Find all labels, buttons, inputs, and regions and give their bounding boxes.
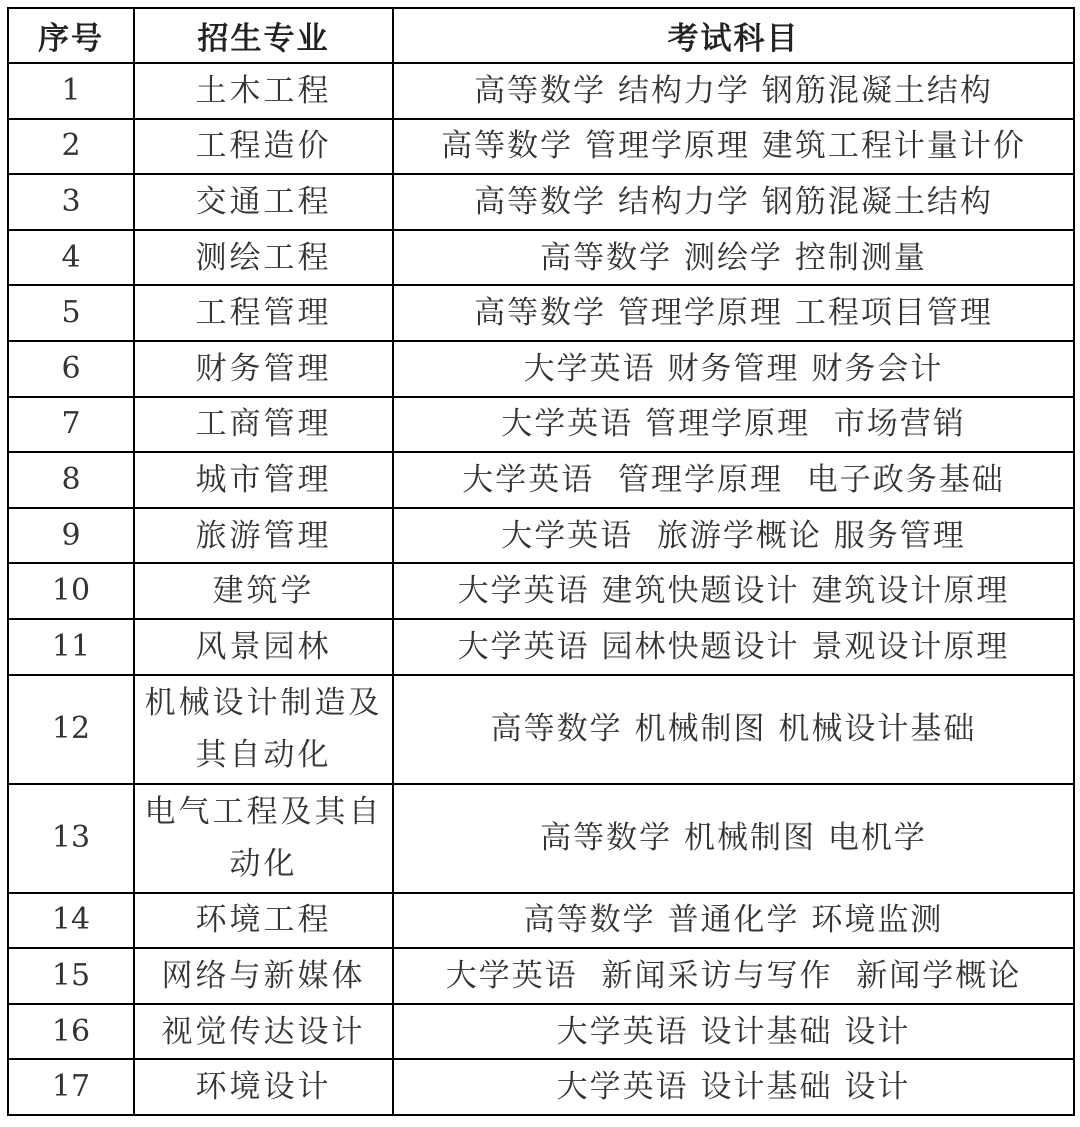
major-name: 视觉传达设计 [134, 1004, 393, 1060]
exam-subjects: 大学英语 设计基础 设计 [393, 1059, 1074, 1115]
exam-subjects: 高等数学 管理学原理 建筑工程计量计价 [393, 119, 1074, 175]
exam-subjects: 大学英语 新闻采访与写作 新闻学概论 [393, 948, 1074, 1004]
exam-subjects: 高等数学 机械制图 机械设计基础 [393, 675, 1074, 784]
major-name: 工程管理 [134, 285, 393, 341]
row-number: 11 [8, 619, 134, 675]
table-body [8, 63, 1074, 1115]
major-name: 建筑学 [134, 563, 393, 619]
table-header-row [8, 8, 1074, 63]
exam-subjects: 大学英语 旅游学概论 服务管理 [393, 508, 1074, 564]
header-exam-subjects: 考试科目 [393, 8, 1074, 63]
table-row [8, 119, 1074, 175]
row-number: 7 [8, 397, 134, 453]
exam-subjects: 高等数学 测绘学 控制测量 [393, 230, 1074, 286]
major-name: 测绘工程 [134, 230, 393, 286]
table-row [8, 230, 1074, 286]
major-name: 电气工程及其自动化 [134, 784, 393, 893]
table-row [8, 675, 1074, 784]
table-row [8, 784, 1074, 893]
major-name: 风景园林 [134, 619, 393, 675]
admissions-table-container [7, 7, 1073, 1116]
table-row [8, 63, 1074, 119]
header-major: 招生专业 [134, 8, 393, 63]
table-row [8, 341, 1074, 397]
exam-subjects: 大学英语 园林快题设计 景观设计原理 [393, 619, 1074, 675]
row-number: 17 [8, 1059, 134, 1115]
admissions-exam-table [7, 7, 1075, 1116]
row-number: 2 [8, 119, 134, 175]
row-number: 12 [8, 675, 134, 784]
table-row [8, 1059, 1074, 1115]
header-number: 序号 [8, 8, 134, 63]
table-row [8, 893, 1074, 949]
major-name: 旅游管理 [134, 508, 393, 564]
major-name: 工商管理 [134, 397, 393, 453]
table-row [8, 285, 1074, 341]
table-row [8, 452, 1074, 508]
exam-subjects: 大学英语 建筑快题设计 建筑设计原理 [393, 563, 1074, 619]
row-number: 6 [8, 341, 134, 397]
row-number: 15 [8, 948, 134, 1004]
exam-subjects: 高等数学 管理学原理 工程项目管理 [393, 285, 1074, 341]
exam-subjects: 高等数学 结构力学 钢筋混凝土结构 [393, 63, 1074, 119]
major-name: 工程造价 [134, 119, 393, 175]
row-number: 4 [8, 230, 134, 286]
exam-subjects: 高等数学 普通化学 环境监测 [393, 893, 1074, 949]
row-number: 16 [8, 1004, 134, 1060]
major-name: 环境设计 [134, 1059, 393, 1115]
row-number: 1 [8, 63, 134, 119]
row-number: 9 [8, 508, 134, 564]
major-name: 交通工程 [134, 174, 393, 230]
major-name: 环境工程 [134, 893, 393, 949]
major-name: 土木工程 [134, 63, 393, 119]
exam-subjects: 高等数学 结构力学 钢筋混凝土结构 [393, 174, 1074, 230]
major-name: 财务管理 [134, 341, 393, 397]
row-number: 10 [8, 563, 134, 619]
table-row [8, 397, 1074, 453]
row-number: 14 [8, 893, 134, 949]
major-name: 机械设计制造及其自动化 [134, 675, 393, 784]
table-row [8, 174, 1074, 230]
table-row [8, 563, 1074, 619]
exam-subjects: 大学英语 财务管理 财务会计 [393, 341, 1074, 397]
row-number: 8 [8, 452, 134, 508]
exam-subjects: 大学英语 管理学原理 市场营销 [393, 397, 1074, 453]
table-row [8, 619, 1074, 675]
row-number: 3 [8, 174, 134, 230]
row-number: 5 [8, 285, 134, 341]
table-row [8, 948, 1074, 1004]
exam-subjects: 大学英语 设计基础 设计 [393, 1004, 1074, 1060]
table-row [8, 1004, 1074, 1060]
table-row [8, 508, 1074, 564]
major-name: 城市管理 [134, 452, 393, 508]
exam-subjects: 大学英语 管理学原理 电子政务基础 [393, 452, 1074, 508]
row-number: 13 [8, 784, 134, 893]
exam-subjects: 高等数学 机械制图 电机学 [393, 784, 1074, 893]
major-name: 网络与新媒体 [134, 948, 393, 1004]
